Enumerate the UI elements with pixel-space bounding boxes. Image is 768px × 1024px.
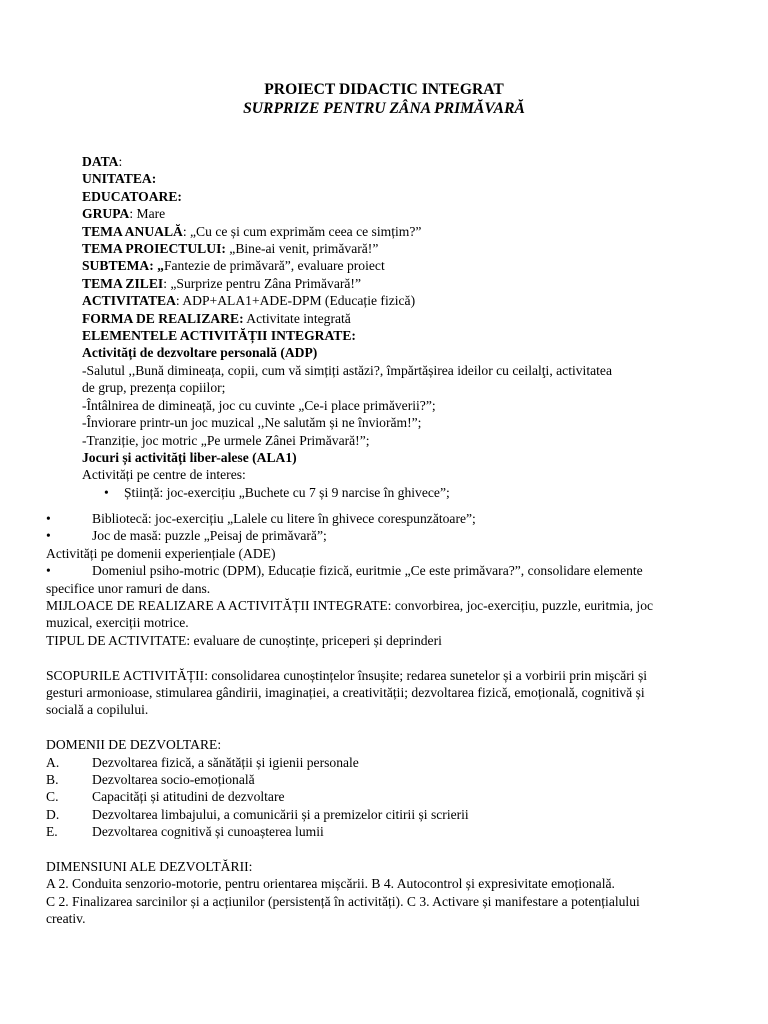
biblioteca-text: Bibliotecă: joc-exercițiu „Lalele cu litere în ghivece corespunzătoare”; (92, 511, 476, 526)
ade-line: Activități pe domenii experiențiale (ADE) (46, 545, 276, 561)
scopuri-line-3: socială a copilului. (46, 702, 149, 718)
bullet-icon: • (46, 528, 51, 544)
bullet-icon: • (46, 511, 51, 526)
domeniu-text: Dezvoltarea socio-emoțională (92, 772, 255, 788)
grupa-value: : Mare (129, 206, 166, 222)
domeniu-item (46, 806, 746, 823)
mijloace-line-2: muzical, exerciții motrice. (46, 615, 189, 631)
scopuri-line-1: SCOPURILE ACTIVITĂȚII: consolidarea cunoștințelor însușite; redarea sunetelor și a vorbirii prin mișcări și (46, 667, 648, 683)
domeniu-letter: C. (46, 789, 59, 805)
stiinta-text: Știință: joc-exercițiu „Buchete cu 7 și 9 narcise în ghivece”; (124, 484, 450, 500)
forma-value: Activitate integrată (243, 310, 351, 326)
tema-anuala-value: : „Cu ce și cum exprimăm ceea ce simțim?” (182, 223, 422, 239)
subtema-value: Fantezie de primăvară”, evaluare proiect (163, 258, 385, 274)
lower-section (46, 510, 746, 928)
tema-anuala-line (82, 223, 722, 240)
tema-proiect-line (82, 240, 722, 257)
document-title: PROIECT DIDACTIC INTEGRAT (264, 81, 504, 98)
data-line (82, 153, 722, 170)
tema-proiect-value: „Bine-ai venit, primăvară!” (225, 241, 379, 257)
adp-line-1: -Salutul ,,Bună dimineața, copii, cum vă simțiți astăzi?, împărtășirea ideilor cu ceilalţi, activitatea (82, 362, 612, 378)
tema-anuala-label: TEMA ANUALĂ (82, 223, 183, 239)
dpm-item (46, 562, 746, 579)
grupa-label: GRUPA (82, 206, 130, 222)
tema-zilei-value: : „Surprize pentru Zâna Primăvară!” (163, 275, 361, 291)
biblioteca-item (46, 510, 746, 527)
data-label: DATA (82, 154, 119, 169)
spacer (46, 649, 746, 666)
activitatea-line (82, 292, 722, 309)
project-info (82, 153, 722, 501)
dpm-text: Domeniul psiho-motric (DPM), Educație fizică, euritmie „Ce este primăvara?”, consolidare elemente (92, 563, 643, 579)
domeniu-text: Dezvoltarea fizică, a sănătății și igienii personale (92, 754, 359, 770)
bullet-icon: • (46, 563, 51, 579)
document-subtitle: SURPRIZE PENTRU ZÂNA PRIMĂVARĂ (243, 100, 525, 117)
adp-line-3: -Întâlnirea de dimineață, joc cu cuvinte „Ce-i place primăverii?”; (82, 397, 436, 413)
forma-line (82, 310, 722, 327)
title-block (0, 80, 768, 118)
domeniu-letter: A. (46, 754, 60, 770)
elementele-heading: ELEMENTELE ACTIVITĂȚII INTEGRATE: (82, 328, 356, 344)
tema-zilei-label: TEMA ZILEI (82, 275, 164, 291)
dimensiuni-line-2: C 2. Finalizarea sarcinilor și a acțiunilor (persistență în activități). C 3. Activare și manifestare a potențialului (46, 893, 640, 909)
domeniu-item (46, 788, 746, 805)
domeniu-letter: E. (46, 824, 58, 840)
adp-heading: Activități de dezvoltare personală (ADP) (82, 345, 318, 361)
joc-masa-item (46, 527, 746, 544)
domeniu-text: Capacități și atitudini de dezvoltare (92, 789, 285, 805)
data-sep: : (118, 154, 123, 169)
dpm-line-2: specifice unor ramuri de dans. (46, 580, 211, 596)
joc-masa-text: Joc de masă: puzzle „Peisaj de primăvară”; (92, 528, 327, 544)
domeniu-item (46, 754, 746, 771)
domeniu-item (46, 823, 746, 840)
tema-proiect-label: TEMA PROIECTULUI: (82, 241, 226, 257)
subtema-line (82, 257, 722, 274)
activitatea-value: : ADP+ALA1+ADE-DPM (Educație fizică) (175, 293, 416, 309)
domeniu-text: Dezvoltarea limbajului, a comunicării și a premizelor citirii și scrierii (92, 806, 469, 822)
spacer (46, 719, 746, 736)
domeniu-letter: B. (46, 772, 59, 788)
domenii-heading: DOMENII DE DEZVOLTARE: (46, 737, 222, 753)
scopuri-line-2: gesturi armonioase, stimularea gândirii, imaginației, a creativității; dezvoltarea fizică, emoțională, cognitivă și (46, 685, 645, 701)
tipul-line: TIPUL DE ACTIVITATE: evaluare de cunoștințe, priceperi și deprinderi (46, 632, 442, 648)
domeniu-letter: D. (46, 806, 60, 822)
bullet-icon: • (104, 484, 109, 500)
adp-line-4: -Înviorare printr-un joc muzical ,,Ne salutăm și ne înviorăm!”; (82, 415, 422, 431)
spacer (46, 841, 746, 858)
adp-line-5: -Tranziție, joc motric „Pe urmele Zânei Primăvară!”; (82, 432, 370, 448)
educatoare-line: EDUCATOARE: (82, 188, 182, 204)
mijloace-line-1: MIJLOACE DE REALIZARE A ACTIVITĂȚII INTEGRATE: convorbirea, joc-exercițiu, puzzle, euritmia, joc (46, 598, 654, 614)
dimensiuni-line-1: A 2. Conduita senzorio-motorie, pentru orientarea mișcării. B 4. Autocontrol și expresivitate emoțională. (46, 876, 615, 892)
subtema-label: SUBTEMA: „ (82, 258, 164, 274)
adp-line-2: de grup, prezența copiilor; (82, 380, 226, 396)
dimensiuni-line-3: creativ. (46, 911, 86, 927)
dimensiuni-heading: DIMENSIUNI ALE DEZVOLTĂRII: (46, 859, 253, 875)
activitatea-label: ACTIVITATEA (82, 293, 176, 309)
stiinta-item (82, 484, 722, 501)
tema-zilei-line (82, 275, 722, 292)
centre-line: Activități pe centre de interes: (82, 467, 246, 483)
domeniu-item (46, 771, 746, 788)
unitatea-line: UNITATEA: (82, 171, 157, 187)
forma-label: FORMA DE REALIZARE: (82, 310, 244, 326)
ala-heading: Jocuri și activități liber-alese (ALA1) (82, 449, 297, 465)
domeniu-text: Dezvoltarea cognitivă și cunoașterea lumii (92, 824, 324, 840)
grupa-line (82, 205, 722, 222)
